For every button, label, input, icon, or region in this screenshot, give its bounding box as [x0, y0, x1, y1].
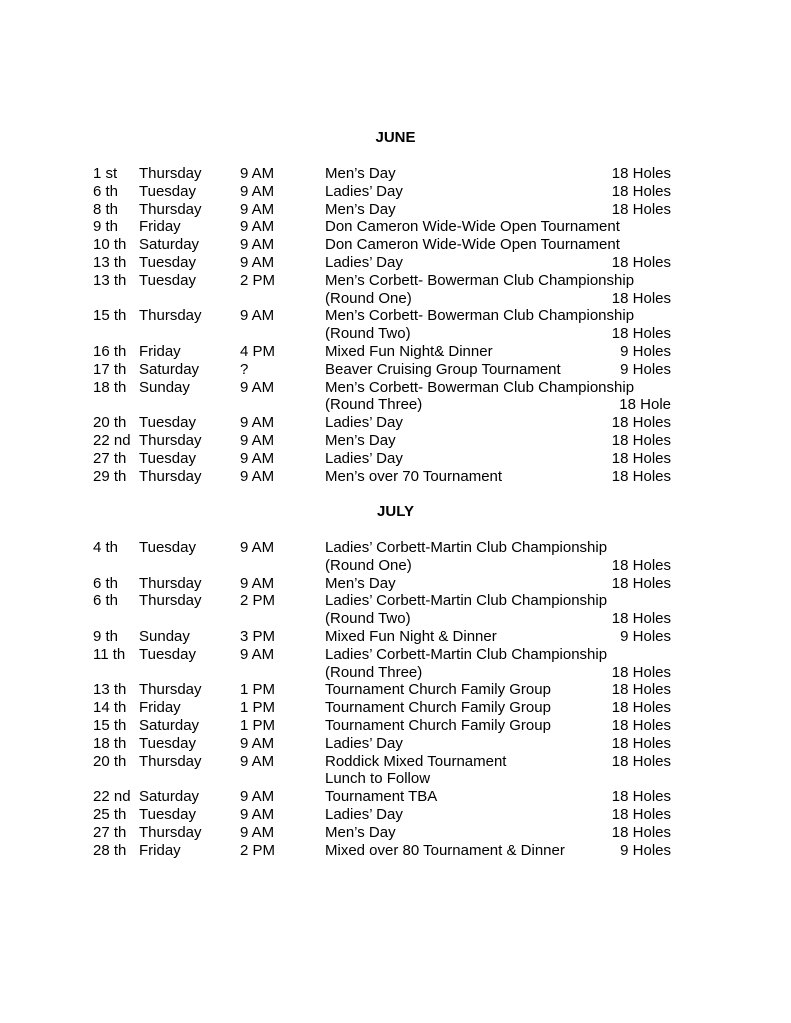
holes-cell: 18 Holes [611, 574, 671, 592]
month-heading: JULY [377, 503, 414, 520]
date-cell: 9 th [93, 628, 119, 645]
schedule-row [0, 681, 791, 699]
schedule-row [0, 432, 791, 450]
time-cell: 9 AM [240, 236, 275, 254]
day-cell: Saturday [139, 788, 200, 806]
event-cell: (Round One) [325, 289, 412, 307]
schedule-row [0, 557, 791, 575]
date-cell: 13 th [93, 271, 127, 289]
time-cell: 9 AM [240, 539, 275, 556]
day-cell: Friday [139, 841, 181, 859]
date-cell: 14 th [93, 699, 127, 717]
event-cell: Men’s Day [325, 165, 396, 182]
schedule-row [0, 343, 791, 361]
schedule-row [0, 361, 791, 379]
day-cell: Tuesday [139, 182, 196, 200]
event-cell: (Round Three) [325, 663, 423, 681]
date-cell: 6 th [93, 574, 119, 592]
schedule-row [0, 664, 791, 682]
day-cell: Tuesday [139, 539, 196, 556]
schedule-row [0, 254, 791, 272]
holes-cell: 9 Holes [620, 360, 671, 378]
event-cell: Men’s Day [325, 200, 396, 218]
event-cell: Men’s Day [325, 574, 396, 592]
date-cell: 6 th [93, 182, 119, 200]
day-cell: Thursday [139, 307, 202, 325]
event-cell: Ladies’ Corbett-Martin Club Championship [325, 592, 608, 610]
holes-cell: 18 Holes [611, 610, 671, 628]
day-cell: Tuesday [139, 806, 196, 823]
time-cell: 9 AM [240, 432, 275, 449]
time-cell: 4 PM [240, 343, 276, 360]
schedule-row [0, 201, 791, 219]
day-cell: Saturday [139, 717, 200, 734]
schedule-row [0, 735, 791, 753]
schedule-row [0, 325, 791, 343]
date-cell: 10 th [93, 236, 127, 254]
time-cell: 9 AM [240, 574, 275, 592]
day-cell: Thursday [139, 432, 202, 449]
date-cell: 18 th [93, 734, 127, 752]
event-cell: Men’s over 70 Tournament [325, 467, 503, 485]
event-cell: Tournament Church Family Group [325, 717, 551, 734]
day-cell: Sunday [139, 378, 190, 396]
time-cell: 9 AM [240, 734, 275, 752]
date-cell: 22 nd [93, 788, 131, 806]
time-cell: 9 AM [240, 378, 275, 396]
event-cell: Don Cameron Wide-Wide Open Tournament [325, 218, 620, 236]
event-cell: (Round Three) [325, 396, 423, 414]
date-cell: 13 th [93, 254, 127, 271]
holes-cell: 18 Holes [611, 823, 671, 841]
time-cell: 9 AM [240, 414, 275, 432]
time-cell: 9 AM [240, 823, 275, 841]
schedule-row [0, 610, 791, 628]
holes-cell: 18 Holes [611, 200, 671, 218]
day-cell: Saturday [139, 360, 200, 378]
date-cell: 13 th [93, 681, 127, 699]
date-cell: 15 th [93, 717, 127, 734]
event-cell: Mixed Fun Night & Dinner [325, 628, 497, 645]
schedule-row [0, 183, 791, 201]
time-cell: 1 PM [240, 699, 276, 717]
schedule-row [0, 396, 791, 414]
schedule-row [0, 788, 791, 806]
holes-cell: 18 Holes [611, 289, 671, 307]
day-cell: Thursday [139, 752, 202, 770]
event-cell: Don Cameron Wide-Wide Open Tournament [325, 236, 620, 254]
schedule-row [0, 575, 791, 593]
day-cell: Tuesday [139, 645, 196, 663]
day-cell: Tuesday [139, 271, 196, 289]
holes-cell: 18 Holes [611, 752, 671, 770]
day-cell: Sunday [139, 628, 190, 645]
holes-cell: 18 Holes [611, 254, 671, 271]
time-cell: 9 AM [240, 752, 275, 770]
event-cell: Men’s Corbett- Bowerman Club Championship [325, 307, 635, 325]
date-cell: 28 th [93, 841, 127, 859]
date-cell: 27 th [93, 823, 127, 841]
time-cell: 9 AM [240, 788, 275, 806]
schedule-row [0, 379, 791, 397]
holes-cell: 18 Holes [611, 432, 671, 449]
schedule-row [0, 628, 791, 646]
time-cell: 9 AM [240, 200, 275, 218]
date-cell: 25 th [93, 806, 127, 823]
holes-cell: 9 Holes [620, 628, 671, 645]
day-cell: Friday [139, 343, 181, 360]
event-cell: Men’s Day [325, 823, 396, 841]
date-cell: 4 th [93, 539, 119, 556]
time-cell: 2 PM [240, 592, 276, 610]
time-cell: 9 AM [240, 218, 275, 236]
event-cell: Mixed Fun Night& Dinner [325, 343, 493, 360]
schedule-row [0, 699, 791, 717]
day-cell: Saturday [139, 236, 200, 254]
day-cell: Thursday [139, 165, 202, 182]
day-cell: Thursday [139, 467, 202, 485]
schedule-row [0, 539, 791, 557]
holes-cell: 9 Holes [620, 343, 671, 360]
event-cell: Tournament Church Family Group [325, 681, 551, 699]
event-cell: (Round One) [325, 556, 412, 574]
schedule-row [0, 468, 791, 486]
holes-cell: 18 Holes [611, 663, 671, 681]
schedule-row [0, 236, 791, 254]
day-cell: Thursday [139, 681, 202, 699]
event-cell: Ladies’ Day [325, 806, 403, 823]
day-cell: Friday [139, 218, 181, 236]
time-cell: 9 AM [240, 254, 275, 271]
event-cell: Ladies’ Day [325, 182, 403, 200]
date-cell: 15 th [93, 307, 127, 325]
time-cell: 9 AM [240, 467, 275, 485]
event-cell: Ladies’ Day [325, 734, 403, 752]
schedule-row [0, 272, 791, 290]
holes-cell: 18 Holes [611, 681, 671, 699]
date-cell: 6 th [93, 592, 119, 610]
event-cell: Tournament TBA [325, 788, 438, 806]
time-cell: 9 AM [240, 449, 275, 467]
schedule-row [0, 592, 791, 610]
time-cell: 2 PM [240, 271, 276, 289]
schedule-row [0, 842, 791, 860]
time-cell: 9 AM [240, 307, 275, 325]
holes-cell: 18 Holes [611, 325, 671, 343]
event-cell: Ladies’ Day [325, 254, 403, 271]
holes-cell: 18 Holes [611, 449, 671, 467]
schedule-row [0, 290, 791, 308]
schedule-row [0, 450, 791, 468]
schedule-row [0, 770, 791, 788]
date-cell: 17 th [93, 360, 127, 378]
event-cell: Lunch to Follow [325, 770, 431, 788]
event-cell: Men’s Corbett- Bowerman Club Championship [325, 378, 635, 396]
schedule-row [0, 753, 791, 771]
event-cell: Tournament Church Family Group [325, 699, 551, 717]
event-cell: (Round Two) [325, 325, 411, 343]
holes-cell: 18 Holes [611, 556, 671, 574]
date-cell: 29 th [93, 467, 127, 485]
time-cell: 9 AM [240, 182, 275, 200]
schedule-row [0, 824, 791, 842]
date-cell: 22 nd [93, 432, 131, 449]
event-cell: Beaver Cruising Group Tournament [325, 360, 561, 378]
time-cell: 9 AM [240, 645, 275, 663]
time-cell: ? [240, 360, 249, 378]
holes-cell: 9 Holes [620, 841, 671, 859]
day-cell: Tuesday [139, 449, 196, 467]
event-cell: Ladies’ Day [325, 414, 403, 432]
holes-cell: 18 Holes [611, 414, 671, 432]
holes-cell: 18 Holes [611, 806, 671, 823]
holes-cell: 18 Hole [619, 396, 671, 414]
date-cell: 20 th [93, 752, 127, 770]
schedule-row [0, 307, 791, 325]
day-cell: Thursday [139, 592, 202, 610]
event-cell: Men’s Day [325, 432, 396, 449]
time-cell: 1 PM [240, 717, 276, 734]
day-cell: Tuesday [139, 254, 196, 271]
holes-cell: 18 Holes [611, 182, 671, 200]
holes-cell: 18 Holes [611, 717, 671, 734]
day-cell: Friday [139, 699, 181, 717]
event-cell: (Round Two) [325, 610, 411, 628]
day-cell: Thursday [139, 574, 202, 592]
date-cell: 16 th [93, 343, 127, 360]
day-cell: Thursday [139, 823, 202, 841]
day-cell: Thursday [139, 200, 202, 218]
event-cell: Ladies’ Corbett-Martin Club Championship [325, 645, 608, 663]
schedule-row [0, 717, 791, 735]
time-cell: 9 AM [240, 165, 275, 182]
schedule-row [0, 165, 791, 183]
holes-cell: 18 Holes [611, 734, 671, 752]
schedule-row [0, 218, 791, 236]
time-cell: 2 PM [240, 841, 276, 859]
event-cell: Ladies’ Day [325, 449, 403, 467]
holes-cell: 18 Holes [611, 165, 671, 182]
date-cell: 1 st [93, 165, 118, 182]
schedule-row [0, 646, 791, 664]
time-cell: 3 PM [240, 628, 276, 645]
day-cell: Tuesday [139, 414, 196, 432]
holes-cell: 18 Holes [611, 699, 671, 717]
day-cell: Tuesday [139, 734, 196, 752]
date-cell: 20 th [93, 414, 127, 432]
event-cell: Men’s Corbett- Bowerman Club Championship [325, 271, 635, 289]
event-cell: Mixed over 80 Tournament & Dinner [325, 841, 565, 859]
holes-cell: 18 Holes [611, 467, 671, 485]
date-cell: 18 th [93, 378, 127, 396]
date-cell: 9 th [93, 218, 119, 236]
month-heading: JUNE [375, 129, 416, 146]
schedule-row [0, 806, 791, 824]
date-cell: 11 th [93, 645, 126, 663]
time-cell: 9 AM [240, 806, 275, 823]
schedule-row [0, 414, 791, 432]
holes-cell: 18 Holes [611, 788, 671, 806]
date-cell: 27 th [93, 449, 127, 467]
event-cell: Roddick Mixed Tournament [325, 752, 507, 770]
time-cell: 1 PM [240, 681, 276, 699]
event-cell: Ladies’ Corbett-Martin Club Championship [325, 539, 608, 556]
date-cell: 8 th [93, 200, 119, 218]
